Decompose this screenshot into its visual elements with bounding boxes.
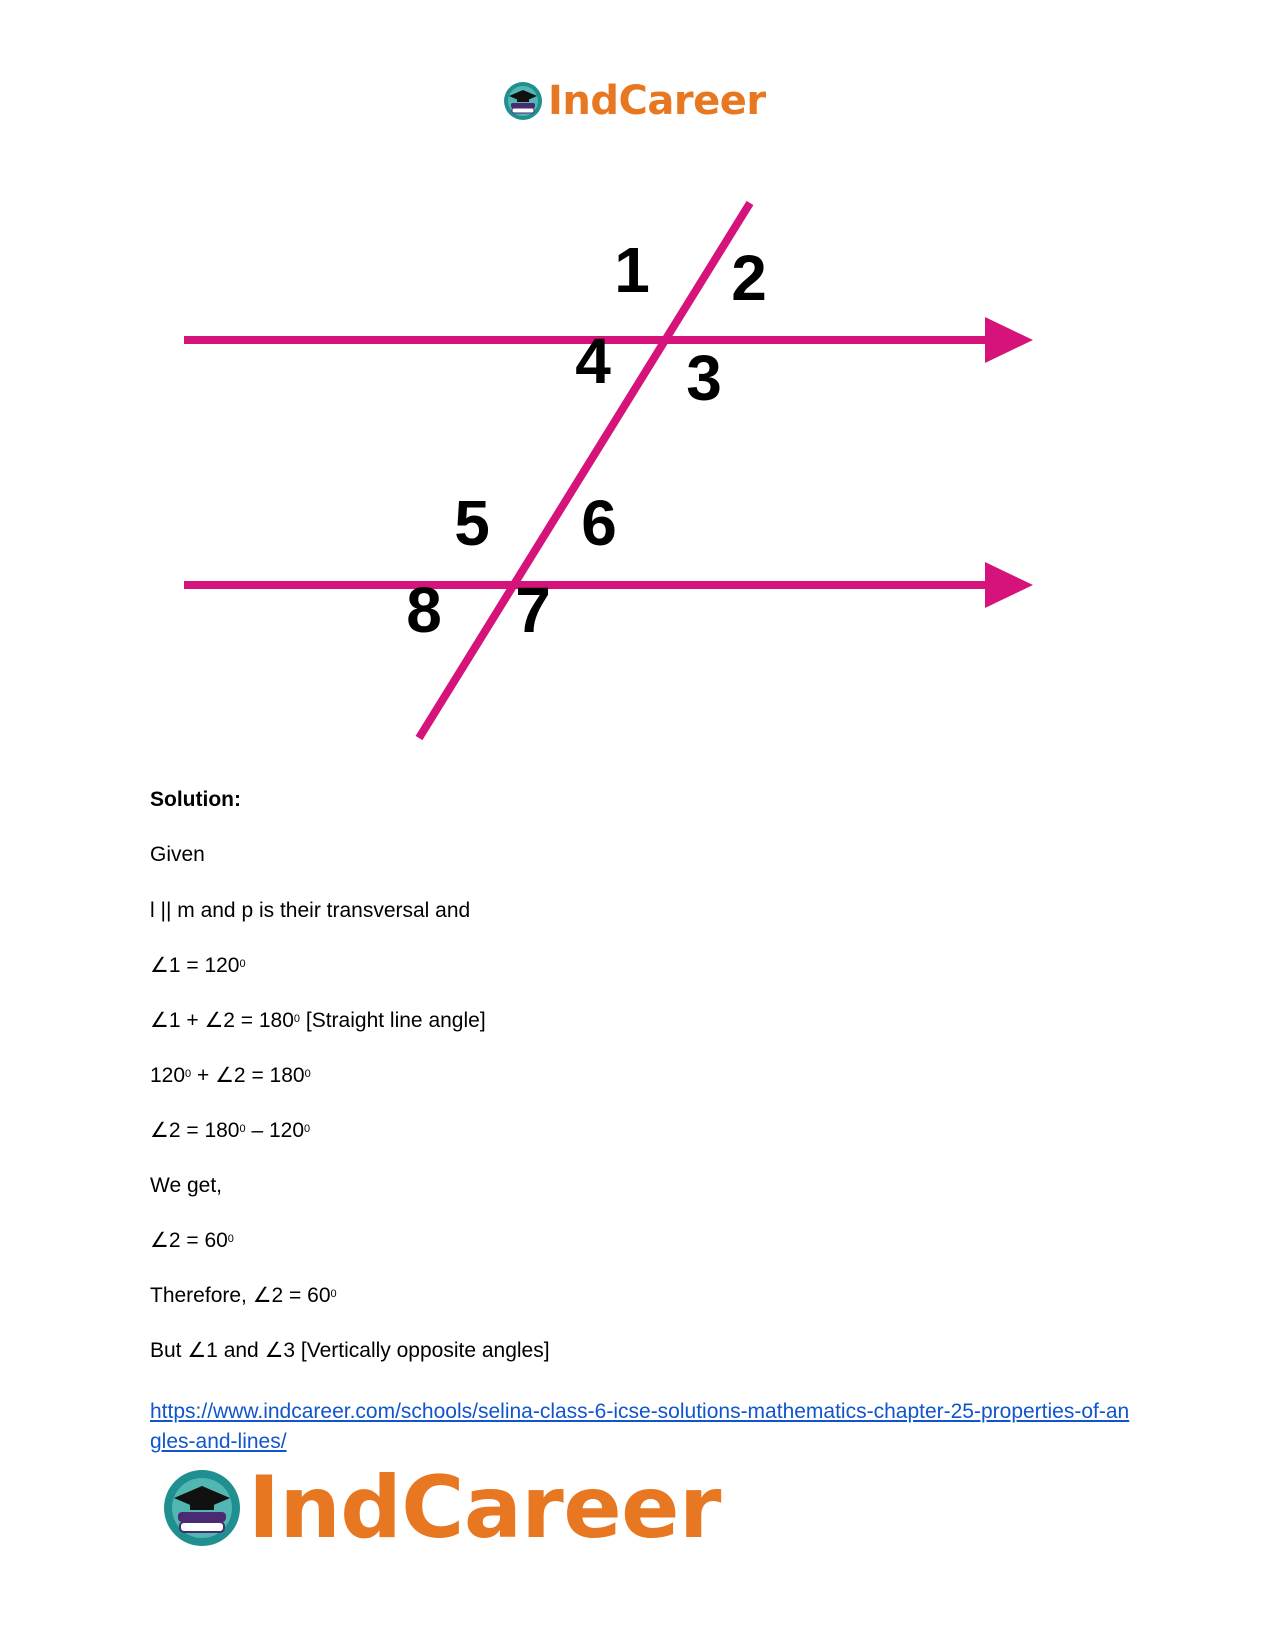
parallel-lines-figure — [0, 195, 1275, 755]
angle-label-4: 4 — [575, 325, 611, 397]
line-l-arrowhead — [985, 317, 1033, 363]
source-link[interactable]: https://www.indcareer.com/schools/selina-class-6-icse-solutions-mathematics-chapter-25-properties-of-angles-and-lines/ — [150, 1400, 1130, 1453]
subtraction-step: ∠2 = $180^0 - 120^0$ — [150, 1119, 311, 1142]
angle-label-7: 7 — [515, 574, 551, 646]
header-logo — [502, 78, 766, 124]
logo-wordmark: IndCareer — [248, 1458, 721, 1558]
footer-logo — [160, 1458, 721, 1558]
graduation-books-icon — [502, 80, 544, 122]
we-get-text: We get, — [150, 1174, 222, 1197]
solution-heading: Solution: — [150, 788, 241, 811]
given-text: Given — [150, 843, 205, 866]
angle-label-2: 2 — [731, 242, 767, 314]
logo-wordmark: IndCareer — [548, 78, 766, 124]
substitution-step: $120^0$ + ∠2 = $180^0$ — [150, 1064, 311, 1087]
straight-line-angle-step: ∠1 + ∠2 = $180^0$ [Straight line angle] — [150, 1009, 486, 1032]
angle-label-1: 1 — [614, 234, 650, 306]
vertically-opposite-line: But ∠1 and ∠3 [Vertically opposite angles] — [150, 1339, 550, 1362]
line-m-arrowhead — [985, 562, 1033, 608]
angle-2-result: ∠2 = $60^0$ — [150, 1229, 234, 1252]
angle-1-value: ∠1 = $120^0$ — [150, 954, 246, 977]
angle-label-6: 6 — [581, 487, 617, 559]
transversal-p — [419, 203, 750, 738]
angle-label-8: 8 — [406, 574, 442, 646]
statement-line: l || m and p is their transversal and — [150, 899, 471, 922]
therefore-line: Therefore, ∠2 = $60^0$ — [150, 1284, 337, 1307]
angle-label-5: 5 — [454, 487, 490, 559]
angle-label-3: 3 — [686, 342, 722, 414]
graduation-books-icon — [160, 1466, 244, 1550]
